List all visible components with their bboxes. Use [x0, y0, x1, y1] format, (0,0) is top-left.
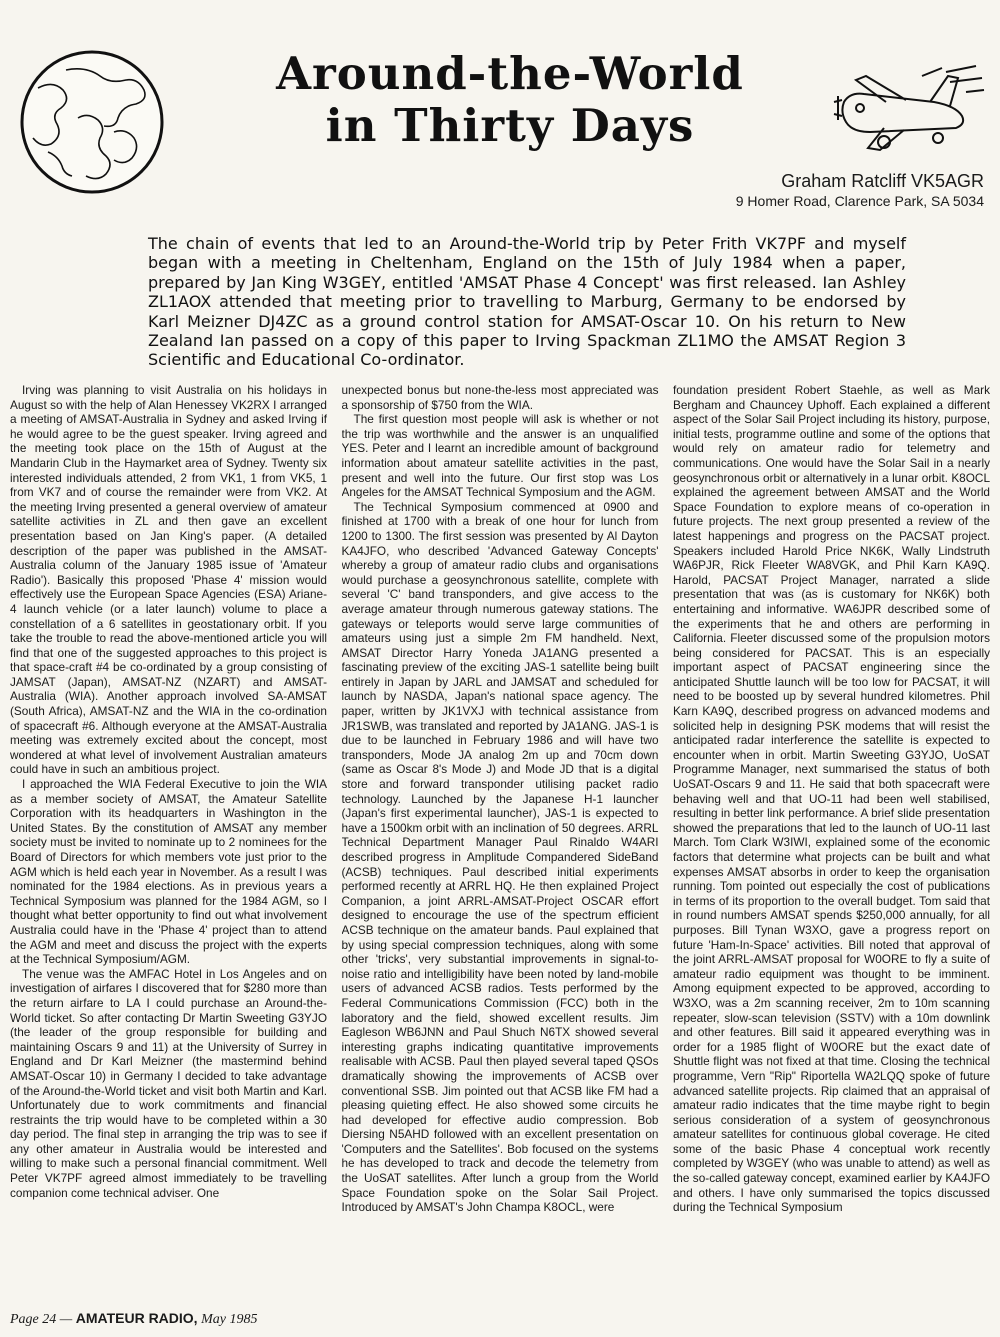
body-paragraph: The Technical Symposium commenced at 0900 and finished at 1700 with a break of one hour for lunch from 1200 to 1300. The first session was presented by Al Dayton KA4JFO, who described 'Advanced Gateway Concepts' whereby a group of amateur radio clubs and organisations would purchase a geosynchronous satellite, complete with several 'C' band transponders, and give access to the average amateur through numerous gateway stations. The gateways or teleports would serve large communities of amateurs using just a simple 2m FM handheld. Next, AMSAT Director Harry Yoneda JA1ANG presented a fascinating preview of the exciting JAS-1 satellite being built entirely in Japan by JARL and JAMSAT and scheduled for launch by NASDA, Japan's national space agency. The paper, written by JK1VXJ with technical assistance from JR1SWB, was translated and reported by JA1ANG. JAS-1 is due to be launched in February 1986 and will have two transponders, Mode JA analog 2m up and 70cm down (same as Oscar 8's Mode J) and Mode JD that is a digital store and forward transponder utilising packet radio technology. Launched by the Japanese H-1 launcher (Japan's first experimental launcher), JAS-1 is expected to have a 1500km orbit with an inclination of 50 degrees. ARRL Technical Department Manager Paul Rinaldo W4ARI described progress in Amplitude Compandered SideBand (ACSB) techniques. Paul described initial experiments performed recently at ARRL HQ. He then explained Project Companion, a joint ARRL-AMSAT-Project OSCAR effort designed to encourage the use of the spectrum efficient ACSB technique on the amateur bands. Paul explained that by using special compression techniques, along with some other 'tricks', very substantial improvements in signal-to-noise ratio and intelligibility have been noted by land-mobile users of advanced ACSB radios. Tests performed by the Federal Communications Commission (FCC) both in the laboratory and the field, showed excellent results. Jim Eagleson WB6JNN and Paul Shuch N6TX showed several interesting graphs indicating quantitative improvements realisable with ACSB. Paul then played several taped QSOs dramatically showing the improvements of ACSB over conventional SSB. Jim pointed out that ACSB like FM had a pleasing quieting effect. He also showed some circuits he had developed for effective audio compression. Bob Diersing N5AHD followed with an excellent presentation on 'Computers and the Satellites'. Bob focused on the systems he has developed to track and decode the telemetry from the UoSAT satellites. After lunch a group from the World Space Foundation spoke on the Solar Sail Project. Introduced by AMSAT's John Champa K8OCL, were: [341, 499, 659, 1215]
body-paragraph: The first question most people will ask is whether or not the trip was worthwhile and the answer is an unqualified YES. Peter and I learnt an incredible amount of background information about amateur satellite activities in the past, present and well into the future. Our first stop was Los Angeles for the AMSAT Technical Symposium and the AGM.: [341, 412, 659, 500]
title-line-1: Around-the-World: [276, 47, 744, 100]
magazine-name: AMATEUR RADIO,: [75, 1310, 198, 1326]
globe-illustration: [18, 48, 166, 196]
page-number: Page 24 —: [10, 1312, 73, 1327]
airplane-illustration: [826, 62, 986, 158]
article-body: [10, 383, 990, 1303]
body-paragraph: The venue was the AMFAC Hotel in Los Angeles and on investigation of airfares I discovered that for $280 more than the return airfare to LA I could purchase an Around-the-World ticket. So after contacting Dr Martin Sweeting G3YJO (the leader of the group responsible for building and maintaining Oscars 9 and 11) at the University of Surrey in England and Dr Karl Meizner (the mastermind behind AMSAT-Oscar 10) in Germany I decided to take advantage of the Around-the-World ticket and visit both Martin and Karl. Unfortunately due to work commitments and financial restraints the trip would have to be completed within a 30 day period. The final step in arranging the trip was to see if any other amateur in Australia would be interested and willing to make such a personal financial commitment. Well Peter VK7PF agreed almost immediately to be travelling companion come technical adviser. One: [10, 966, 327, 1200]
lead-paragraph: The chain of events that led to an Around-the-World trip by Peter Frith VK7PF and myself began with a meeting in Cheltenham, England on the 15th of July 1984 when a paper, prepared by Jan King W3GEY, entitled 'AMSAT Phase 4 Concept' was first released. Ian Ashley ZL1AOX attended that meeting prior to travelling to Marburg, Germany to be endorsed by Karl Meizner DJ4ZC as a ground control station for AMSAT-Oscar 10. On his return to New Zealand Ian passed on a copy of this paper to Irving Spackman ZL1MO the AMSAT Region 3 Scientific and Educational Co-ordinator.: [148, 234, 906, 370]
body-paragraph: unexpected bonus but none-the-less most appreciated was a sponsorship of $750 from the WIA.: [341, 383, 659, 412]
author-block: [736, 170, 984, 210]
column-2: [342, 383, 659, 1303]
issue-date: May 1985: [201, 1312, 258, 1327]
column-1: [10, 383, 327, 1303]
body-paragraph: I approached the WIA Federal Executive to join the WIA as a member society of AMSAT, the Amateur Satellite Corporation with its headquarters in Washington in the United States. By the constitution of AMSAT any member society must be invited to nominate up to 2 nominees for the Board of Directors for which members vote just prior to the AGM which is held each year in November. As a result I was nominated for the 1984 elections. As in previous years a Technical Symposium was planned for the 1984 AGM, so I thought what better opportunity to find out what involvement Australia could have in the 'Phase 4' project than to attend the AGM and meet and discuss the project with the experts at the Technical Symposium/AGM.: [10, 777, 327, 967]
page-footer: [10, 1310, 257, 1328]
body-paragraph: Irving was planning to visit Australia on his holidays in August so with the help of Alan Henessey VK2RX I arranged a meeting of AMSAT-Australia in Sydney and asked Irving if he would agree to be the guest speaker. Irving agreed and the meeting took place on the 15th of August at the Mandarin Club in the Haymarket area of Sydney. Twenty six interested individuals attended, 2 from VK1, 1 from VK5, 1 from VK7 and of course the remainder were from VK2. At the meeting Irving presented a general overview of amateur satellite activities in ZL and then gave an excellent presentation based on Jan King's paper. (A detailed description of the paper was published in the AMSAT-Australia column of the January 1985 issue of 'Amateur Radio'). Basically this proposed 'Phase 4' mission would effectively use the European Space Agencies (ESA) Ariane-4 launch vehicle (or a later launch) volume to place a constellation of a 6 satellites in geostationary orbit. If you take the trouble to read the above-mentioned article you will find that one of the suggested approaches to this project is that space-craft #4 be co-ordinated by a group consisting of JAMSAT (Japan), AMSAT-NZ (NZART) and AMSAT-Australia (WIA). Another approach involved SA-AMSAT (South Africa), AMSAT-NZ and the WIA in the co-ordination of spacecraft #6. Although everyone at the AMSAT-Australia meeting was extremely excited about the concept, most wondered at what level of involvement Australian amateurs could have in such an ambitious project.: [10, 383, 327, 777]
author-name: Graham Ratcliff VK5AGR: [781, 171, 984, 191]
author-address: 9 Homer Road, Clarence Park, SA 5034: [735, 193, 984, 209]
title-line-2: in Thirty Days: [325, 99, 695, 152]
column-3: [673, 383, 990, 1303]
article-title: [250, 48, 770, 152]
body-paragraph: foundation president Robert Staehle, as well as Mark Bergham and Chauncey Uphoff. Each explained a different aspect of the Solar Sail Project including its history, purpose, initial tests, programme outline and some of the options that would rely on amateur radio for telemetry and communications. One would have the Solar Sail in a nearly geosynchronous orbit or alternatively in a lunar orbit. K8OCL explained the agreement between AMSAT and the World Space Foundation to explore means of co-operation in future projects. The next group presented a review of the latest happenings and progress on the PACSAT project. Speakers included Harold Price NK6K, Wally Lindstruth WA6PJR, Rick Fleeter WA8VGK, and Phil Karn KA9Q. Harold, PACSAT Project Manager, narrated a slide presentation that was (as is customary for NK6K) both entertaining and informative. WA6JPR described some of the experiments that he and others are performing in California. Fleeter discussed some of the propulsion motors being considered for PACSAT. This is an especially important aspect of PACSAT engineering since the anticipated Shuttle launch will be too low for PACSAT, it will need to be boosted up by several hundred kilometres. Phil Karn KA9Q, described progress on advanced modems and solicited help in designing PSK modems that will resist the anticipated radar interference the satellite is expected to encounter when in orbit. Martin Sweeting G3YJO, UoSAT Programme Manager, next summarised the status of both UoSAT-Oscars 9 and 11. He said that both spacecraft were behaving well and that UO-11 had been well stabilised, resulting in better link performance. A brief slide presentation showed the preparations that led to the launch of UO-11 last March. Tom Clark W3IWI, explained some of the economic factors that determine what projects can be built and what expenses AMSAT absorbs in order to keep the organisation running. Tom pointed out especially the cost of publications in terms of its proportion to the overall budget. Tom said that in round numbers AMSAT spends $250,000 annually, for all purposes. Bill Tynan W3XO, gave a progress report on future 'Ham-In-Space' activities. Bill noted that approval of the joint ARRL-AMSAT proposal for W0ORE to fly a suite of amateur radio equipment was thought to be imminent. Among equipment expected to be approved, according to W3XO, was a 2m scanning receiver, 2m to 10m scanning repeater, slow-scan television (SSTV) with a 10m downlink and other features. Bill said it appeared everything was in order for a 1985 flight of W0ORE but the exact date of Shuttle flight was not fixed at that time. Closing the technical programme, Vern "Rip" Riportella WA2LQQ spoke of future advanced satellite projects. Rip claimed that an appraisal of amateur radio indicates that the time maybe right to begin serious consideration of a system of geosynchronous amateur satellites for continuous global coverage. He cited some of the basic Phase 4 conceptual work recently completed by W3GEY (who was unable to attend) as well as the so-called gateway concept, examined earlier by KA4JFO and others. I have only summarised the topics discussed during the Technical Symposium: [673, 383, 990, 1215]
